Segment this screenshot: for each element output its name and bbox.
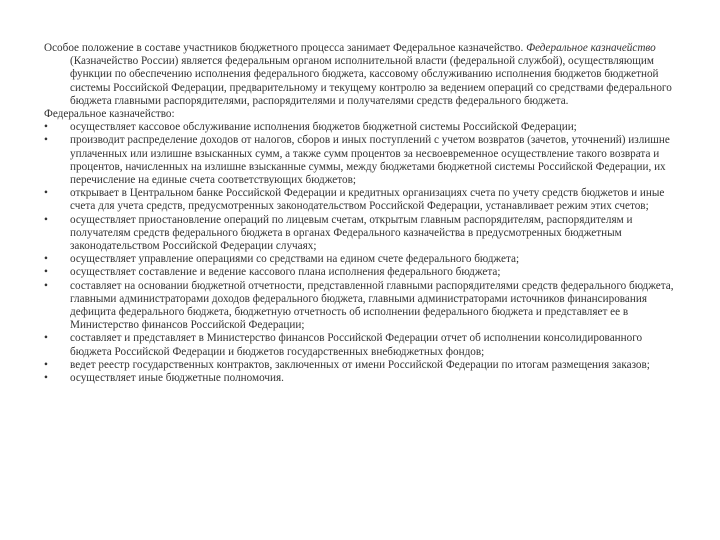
list-item [44,214,684,254]
bullet-icon: • [44,358,48,371]
intro-italic-term: Федеральное казначейство [526,42,656,54]
list-item [44,359,684,372]
intro-text [44,42,684,108]
intro-text-part1: Особое положение в составе участников бюджетного процесса занимает Федеральное казначейство. [44,42,527,54]
list-item [44,280,684,333]
list-item [44,121,684,134]
section-subheading: Федеральное казначейство: [44,108,175,121]
list-item [44,266,684,279]
list-item-text: осуществляет иные бюджетные полномочия. [70,372,284,385]
list-item-text: составляет и представляет в Министерство финансов Российской Федерации отчет об исполнении консолидированного бюджета Российской Федерации и бюджетов государственных внебюджетных фондов; [70,332,643,358]
list-item-text: осуществляет составление и ведение кассового плана исполнения федерального бюджета; [70,266,501,279]
bullet-icon: • [44,213,48,226]
bullet-icon: • [44,134,48,147]
bullet-icon: • [44,187,48,200]
bullet-icon: • [44,266,48,279]
bullet-icon: • [44,279,48,292]
bullet-icon: • [44,253,48,266]
list-item [44,134,684,187]
bullet-icon: • [44,332,48,345]
list-item-text: осуществляет управление операциями со средствами на едином счете федерального бюджета; [70,253,520,266]
list-item [44,332,684,358]
list-item-text: составляет на основании бюджетной отчетности, представленной главными распорядителями средств федерального бюджета, главными администраторами доходов федерального бюджета, главными администраторами источников финансирования дефицита федерального бюджета, бюджетную отчетность об исполнении федерального бюджета и представляет ее в Министерство финансов Российской Федерации; [70,279,674,332]
intro-paragraph [44,42,684,108]
document-body [44,42,684,385]
list-item [44,187,684,213]
functions-list [44,121,684,385]
list-item-text: осуществляет приостановление операций по лицевым счетам, открытым главным распорядителям, распорядителям и получателям средств федерального бюджета в органах Федерального казначейства в предусмотренных бюджетным законодательством Российской Федерации случаях; [70,213,633,253]
list-item-text: открывает в Центральном банке Российской Федерации и кредитных организациях счета по учету средств бюджетов и иные счета для учета средств, предусмотренных законодательством Российской Федерации, устанавливает режим этих счетов; [70,187,665,213]
list-item [44,253,684,266]
bullet-icon: • [44,372,48,385]
bullet-icon: • [44,121,48,134]
list-item-text: производит распределение доходов от налогов, сборов и иных поступлений с учетом возвратов (зачетов, уточнений) излишне уплаченных или излишне взысканных сумм, а также сумм процентов за несвоевременное осуществление такого возврата и процентов, начисленных на излишне взысканные суммы, между бюджетами бюджетной системы Российской Федерации, их перечисление на единые счета соответствующих бюджетов; [70,134,670,187]
list-item-text: ведет реестр государственных контрактов, заключенных от имени Российской Федерации по итогам размещения заказов; [70,358,650,371]
intro-text-part2: (Казначейство России) является федеральным органом исполнительной власти (федеральной службой), осуществляющим функции по обеспечению исполнения федерального бюджета, кассовому обслуживанию исполнения бюджетов бюджетной системы Российской Федерации, предварительному и текущему контролю за ведением операций со средствами федерального бюджета главными распорядителями, распорядителями и получателями средств федерального бюджета. [70,55,672,107]
list-item-text: осуществляет кассовое обслуживание исполнения бюджетов бюджетной системы Российской Федерации; [70,121,577,134]
list-item [44,372,684,385]
